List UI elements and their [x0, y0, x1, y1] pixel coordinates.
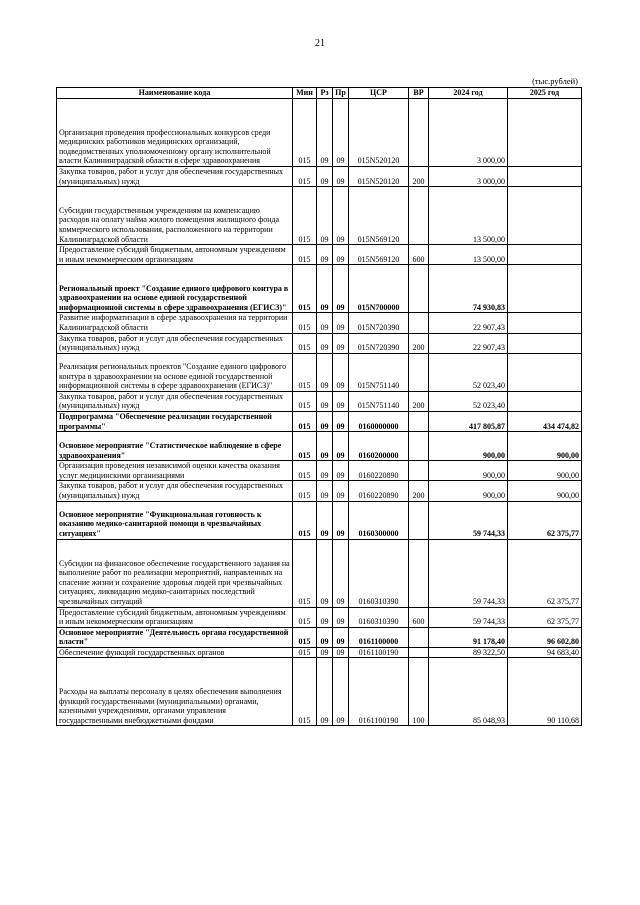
table-row: [57, 627, 582, 647]
cell-y2025: [508, 187, 582, 245]
cell-csr: 0161100000: [349, 627, 409, 647]
cell-min: 015: [293, 432, 317, 461]
cell-y2024: 900,00: [429, 432, 508, 461]
cell-name: Основное мероприятие "Статистическое наблюдение в сфере здравоохранения": [57, 432, 293, 461]
cell-min: 015: [293, 481, 317, 501]
cell-name: Закупка товаров, работ и услуг для обеспечения государственных (муниципальных) нужд: [57, 481, 293, 501]
cell-vr: [409, 411, 429, 431]
cell-rz: 09: [317, 391, 333, 411]
cell-y2025: 900,00: [508, 481, 582, 501]
cell-y2025: [508, 333, 582, 353]
cell-y2025: [508, 265, 582, 313]
cell-min: 015: [293, 411, 317, 431]
header-csr: ЦСР: [349, 88, 409, 99]
cell-vr: 600: [409, 607, 429, 627]
cell-rz: 09: [317, 245, 333, 265]
cell-csr: 015N751140: [349, 353, 409, 391]
cell-name: Закупка товаров, работ и услуг для обеспечения государственных (муниципальных) нужд: [57, 333, 293, 353]
cell-y2025: [508, 245, 582, 265]
cell-pr: 09: [333, 333, 349, 353]
cell-name: Организация проведения независимой оценки качества оказания услуг медицинскими организациями: [57, 461, 293, 481]
cell-y2025: 900,00: [508, 432, 582, 461]
header-2024: 2024 год: [429, 88, 508, 99]
cell-y2024: 417 805,87: [429, 411, 508, 431]
cell-vr: [409, 539, 429, 607]
cell-rz: 09: [317, 481, 333, 501]
cell-min: 015: [293, 99, 317, 167]
cell-min: 015: [293, 501, 317, 539]
table-row: [57, 333, 582, 353]
cell-y2024: 52 023,40: [429, 391, 508, 411]
cell-min: 015: [293, 313, 317, 333]
cell-y2025: 96 602,80: [508, 627, 582, 647]
cell-pr: 09: [333, 353, 349, 391]
cell-rz: 09: [317, 461, 333, 481]
table-row: [57, 461, 582, 481]
units-label: (тыс.рублей): [532, 76, 578, 86]
cell-name: Развитие информатизации в сфере здравоохранения на территории Калининградской области: [57, 313, 293, 333]
cell-vr: [409, 432, 429, 461]
header-pr: Пр: [333, 88, 349, 99]
cell-csr: 0161100190: [349, 658, 409, 726]
cell-y2024: 59 744,33: [429, 539, 508, 607]
cell-name: Предоставление субсидий бюджетным, автономным учреждениям и иным некоммерческим организациям: [57, 607, 293, 627]
cell-min: 015: [293, 391, 317, 411]
budget-table: [56, 87, 582, 726]
table-row: [57, 187, 582, 245]
cell-min: 015: [293, 607, 317, 627]
cell-rz: 09: [317, 539, 333, 607]
cell-y2025: [508, 313, 582, 333]
cell-name: Региональный проект "Создание единого цифрового контура в здравоохранении на основе единой государственной информационной системы в сфере здравоохранения (ЕГИСЗ)": [57, 265, 293, 313]
cell-y2024: 3 000,00: [429, 167, 508, 187]
cell-y2025: 62 375,77: [508, 539, 582, 607]
header-name: Наименование кода: [57, 88, 293, 99]
cell-pr: 09: [333, 391, 349, 411]
cell-pr: 09: [333, 539, 349, 607]
cell-csr: 0160310390: [349, 607, 409, 627]
cell-y2024: 900,00: [429, 461, 508, 481]
cell-min: 015: [293, 187, 317, 245]
cell-name: Субсидии государственным учреждениям на компенсацию расходов на оплату найма жилого помещения жилищного фонда коммерческого использования, расположенного на территории Калининградской области: [57, 187, 293, 245]
table-header-row: [57, 88, 582, 99]
header-min: Мин: [293, 88, 317, 99]
cell-vr: [409, 99, 429, 167]
cell-name: Закупка товаров, работ и услуг для обеспечения государственных (муниципальных) нужд: [57, 167, 293, 187]
cell-y2024: 3 000,00: [429, 99, 508, 167]
table-row: [57, 432, 582, 461]
table-row: [57, 265, 582, 313]
cell-vr: [409, 501, 429, 539]
cell-y2025: 90 110,68: [508, 658, 582, 726]
header-vr: ВР: [409, 88, 429, 99]
table-body: [57, 99, 582, 726]
cell-pr: 09: [333, 265, 349, 313]
cell-pr: 09: [333, 432, 349, 461]
cell-csr: 0160310390: [349, 539, 409, 607]
cell-csr: 015N720390: [349, 333, 409, 353]
cell-y2024: 13 500,00: [429, 245, 508, 265]
cell-pr: 09: [333, 481, 349, 501]
cell-csr: 0161100190: [349, 647, 409, 658]
cell-rz: 09: [317, 501, 333, 539]
cell-min: 015: [293, 539, 317, 607]
cell-y2025: [508, 167, 582, 187]
header-rz: Рз: [317, 88, 333, 99]
table-row: [57, 607, 582, 627]
cell-y2025: [508, 391, 582, 411]
cell-min: 015: [293, 265, 317, 313]
cell-vr: [409, 265, 429, 313]
cell-csr: 015N720390: [349, 313, 409, 333]
cell-name: Основное мероприятие "Функциональная готовность к оказанию медико-санитарной помощи в чрезвычайных ситуациях": [57, 501, 293, 539]
cell-y2024: 91 178,40: [429, 627, 508, 647]
cell-name: Обеспечение функций государственных органов: [57, 647, 293, 658]
table-row: [57, 353, 582, 391]
cell-name: Основное мероприятие "Деятельность органа государственной власти": [57, 627, 293, 647]
cell-y2024: 13 500,00: [429, 187, 508, 245]
cell-csr: 0160200000: [349, 432, 409, 461]
cell-vr: [409, 647, 429, 658]
cell-csr: 015N569120: [349, 245, 409, 265]
table-row: [57, 658, 582, 726]
table-row: [57, 391, 582, 411]
cell-min: 015: [293, 658, 317, 726]
cell-rz: 09: [317, 658, 333, 726]
cell-pr: 09: [333, 313, 349, 333]
table-row: [57, 167, 582, 187]
table-row: [57, 647, 582, 658]
cell-y2024: 22 907,43: [429, 313, 508, 333]
cell-vr: [409, 627, 429, 647]
cell-rz: 09: [317, 432, 333, 461]
cell-pr: 09: [333, 99, 349, 167]
cell-rz: 09: [317, 411, 333, 431]
cell-csr: 015N751140: [349, 391, 409, 411]
cell-vr: 200: [409, 333, 429, 353]
cell-rz: 09: [317, 353, 333, 391]
cell-pr: 09: [333, 647, 349, 658]
cell-y2025: [508, 99, 582, 167]
cell-rz: 09: [317, 647, 333, 658]
cell-y2024: 22 907,43: [429, 333, 508, 353]
cell-csr: 0160220890: [349, 461, 409, 481]
cell-name: Предоставление субсидий бюджетным, автономным учреждениям и иным некоммерческим организациям: [57, 245, 293, 265]
cell-csr: 015N520120: [349, 167, 409, 187]
cell-name: Закупка товаров, работ и услуг для обеспечения государственных (муниципальных) нужд: [57, 391, 293, 411]
cell-vr: 200: [409, 391, 429, 411]
table-row: [57, 501, 582, 539]
table-row: [57, 481, 582, 501]
cell-y2024: 74 930,83: [429, 265, 508, 313]
cell-min: 015: [293, 245, 317, 265]
cell-y2025: 62 375,77: [508, 607, 582, 627]
cell-min: 015: [293, 333, 317, 353]
cell-rz: 09: [317, 167, 333, 187]
cell-vr: [409, 461, 429, 481]
table-row: [57, 411, 582, 431]
cell-vr: 100: [409, 658, 429, 726]
cell-min: 015: [293, 461, 317, 481]
cell-name: Реализация региональных проектов "Создание единого цифрового контура в здравоохранении на основе единой государственной информационной системы в сфере здравоохранения (ЕГИСЗ)": [57, 353, 293, 391]
cell-min: 015: [293, 353, 317, 391]
cell-y2024: 59 744,33: [429, 607, 508, 627]
cell-y2024: 59 744,33: [429, 501, 508, 539]
cell-csr: 0160000000: [349, 411, 409, 431]
cell-rz: 09: [317, 99, 333, 167]
cell-y2025: 62 375,77: [508, 501, 582, 539]
cell-rz: 09: [317, 333, 333, 353]
cell-y2025: 94 683,40: [508, 647, 582, 658]
cell-y2025: 900,00: [508, 461, 582, 481]
cell-y2024: 900,00: [429, 481, 508, 501]
cell-pr: 09: [333, 411, 349, 431]
cell-y2024: 52 023,40: [429, 353, 508, 391]
cell-csr: 0160220890: [349, 481, 409, 501]
cell-min: 015: [293, 647, 317, 658]
cell-name: Расходы на выплаты персоналу в целях обеспечения выполнения функций государственными (муниципальными) органами, казенными учреждениями, органами управления государственными внебюджетными фондами: [57, 658, 293, 726]
cell-y2025: 434 474,82: [508, 411, 582, 431]
cell-csr: 0160300000: [349, 501, 409, 539]
cell-vr: [409, 187, 429, 245]
cell-vr: 200: [409, 481, 429, 501]
cell-name: Подпрограмма "Обеспечение реализации государственной программы": [57, 411, 293, 431]
header-2025: 2025 год: [508, 88, 582, 99]
cell-y2024: 85 048,93: [429, 658, 508, 726]
table-row: [57, 99, 582, 167]
cell-pr: 09: [333, 245, 349, 265]
cell-pr: 09: [333, 627, 349, 647]
cell-rz: 09: [317, 607, 333, 627]
table-row: [57, 539, 582, 607]
cell-rz: 09: [317, 265, 333, 313]
cell-rz: 09: [317, 313, 333, 333]
cell-y2025: [508, 353, 582, 391]
cell-vr: 600: [409, 245, 429, 265]
cell-vr: [409, 353, 429, 391]
cell-vr: 200: [409, 167, 429, 187]
cell-pr: 09: [333, 501, 349, 539]
cell-min: 015: [293, 627, 317, 647]
cell-pr: 09: [333, 167, 349, 187]
cell-pr: 09: [333, 461, 349, 481]
cell-rz: 09: [317, 627, 333, 647]
cell-pr: 09: [333, 658, 349, 726]
table-row: [57, 245, 582, 265]
cell-rz: 09: [317, 187, 333, 245]
cell-min: 015: [293, 167, 317, 187]
cell-name: Субсидии на финансовое обеспечение государственного задания на выполнение работ по реализации мероприятий, направленных на спасение жизни и сохранение здоровья людей при чрезвычайных ситуациях, ликвидацию медико-санитарных последствий чрезвычайных ситуаций: [57, 539, 293, 607]
cell-csr: 015N700000: [349, 265, 409, 313]
cell-pr: 09: [333, 187, 349, 245]
cell-y2024: 89 322,50: [429, 647, 508, 658]
cell-pr: 09: [333, 607, 349, 627]
table-row: [57, 313, 582, 333]
cell-name: Организация проведения профессиональных конкурсов среди медицинских работников медицинских организаций, подведомственных уполномоченному органу исполнительной власти Калининградской области в сфере здравоохранения: [57, 99, 293, 167]
cell-csr: 015N520120: [349, 99, 409, 167]
page-number: 21: [315, 38, 325, 49]
cell-vr: [409, 313, 429, 333]
cell-csr: 015N569120: [349, 187, 409, 245]
